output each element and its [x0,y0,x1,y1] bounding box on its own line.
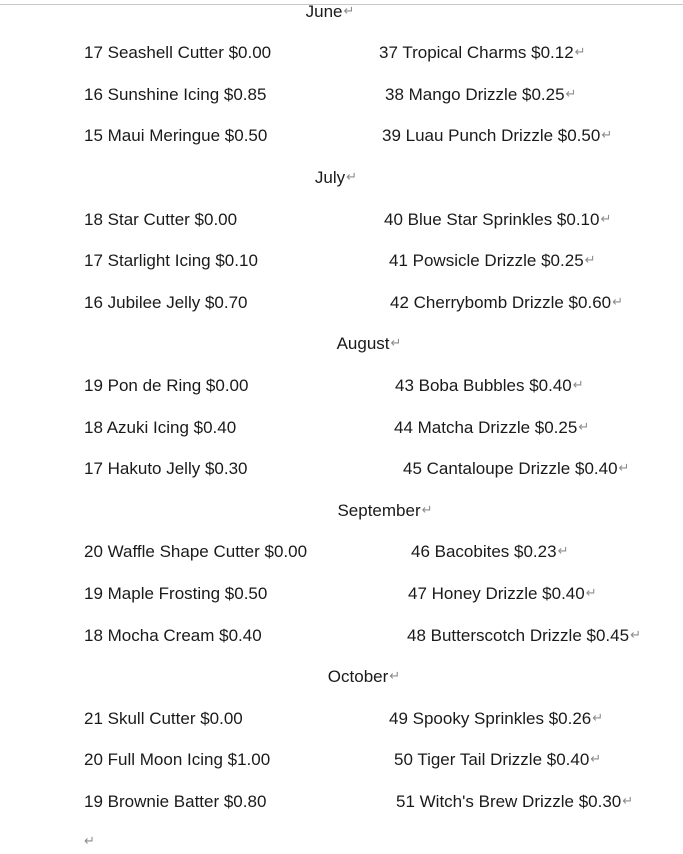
paragraph-mark-icon: ↵ [600,211,612,226]
paragraph-mark-icon: ↵ [390,335,402,350]
paragraph-mark-icon: ↵ [622,793,634,808]
empty-paragraph[interactable] [83,832,95,853]
right-item[interactable]: 41 Powsicle Drizzle $0.25↵ [389,251,596,270]
right-item[interactable]: 51 Witch's Brew Drizzle $0.30↵ [396,792,634,811]
paragraph-mark-icon: ↵ [574,44,586,59]
left-item[interactable]: 18 Mocha Cream $0.40 [84,626,262,645]
paragraph-mark-icon: ↵ [572,377,584,392]
paragraph-mark-icon: ↵ [343,3,355,18]
left-item[interactable]: 20 Waffle Shape Cutter $0.00 [84,542,308,561]
paragraph-mark-icon: ↵ [389,668,401,683]
paragraph-mark-icon: ↵ [565,86,577,101]
right-item[interactable]: 44 Matcha Drizzle $0.25↵ [394,418,590,437]
right-item[interactable]: 37 Tropical Charms $0.12↵ [379,43,586,62]
right-item[interactable]: 43 Boba Bubbles $0.40↵ [395,376,584,395]
right-item[interactable]: 38 Mango Drizzle $0.25↵ [385,85,577,104]
left-item[interactable]: 21 Skull Cutter $0.00 [84,709,243,728]
month-heading[interactable]: September↵ [337,501,433,520]
left-item[interactable]: 20 Full Moon Icing $1.00 [84,750,271,769]
month-heading[interactable]: October↵ [327,667,401,686]
paragraph-mark-icon: ↵ [584,252,596,267]
left-item[interactable]: 17 Hakuto Jelly $0.30 [84,459,248,478]
left-item[interactable]: 18 Star Cutter $0.00 [84,210,238,229]
paragraph-mark-icon: ↵ [346,169,358,184]
paragraph-mark-icon: ↵ [590,751,602,766]
paragraph-mark-icon: ↵ [592,710,604,725]
left-item[interactable]: 18 Azuki Icing $0.40 [84,418,237,437]
right-item[interactable]: 40 Blue Star Sprinkles $0.10↵ [384,210,612,229]
right-item[interactable]: 42 Cherrybomb Drizzle $0.60↵ [390,293,624,312]
left-item[interactable]: 16 Sunshine Icing $0.85 [84,85,267,104]
left-item[interactable]: 15 Maui Meringue $0.50 [84,126,268,145]
paragraph-mark-icon: ↵ [585,585,597,600]
right-item[interactable]: 49 Spooky Sprinkles $0.26↵ [389,709,604,728]
right-item[interactable]: 39 Luau Punch Drizzle $0.50↵ [382,126,613,145]
paragraph-mark-icon: ↵ [84,833,95,848]
paragraph-mark-icon: ↵ [601,127,613,142]
right-item[interactable]: 50 Tiger Tail Drizzle $0.40↵ [394,750,602,769]
left-item[interactable]: 19 Maple Frosting $0.50 [84,584,268,603]
paragraph-mark-icon: ↵ [421,502,433,517]
paragraph-mark-icon: ↵ [557,543,569,558]
right-item[interactable]: 46 Bacobites $0.23↵ [411,542,569,561]
month-heading[interactable]: July↵ [314,168,358,187]
paragraph-mark-icon: ↵ [612,294,624,309]
left-item[interactable]: 17 Seashell Cutter $0.00 [84,43,272,62]
paragraph-mark-icon: ↵ [630,627,641,642]
month-heading[interactable]: June↵ [305,2,355,21]
left-item[interactable]: 17 Starlight Icing $0.10 [84,251,258,270]
right-item[interactable]: 47 Honey Drizzle $0.40↵ [408,584,597,603]
paragraph-mark-icon: ↵ [578,419,590,434]
left-item[interactable]: 16 Jubilee Jelly $0.70 [84,293,248,312]
right-item[interactable]: 48 Butterscotch Drizzle $0.45↵ [407,626,641,645]
paragraph-mark-icon: ↵ [618,460,630,475]
right-item[interactable]: 45 Cantaloupe Drizzle $0.40↵ [403,459,630,478]
left-item[interactable]: 19 Pon de Ring $0.00 [84,376,249,395]
month-heading[interactable]: August↵ [336,334,402,353]
left-item[interactable]: 19 Brownie Batter $0.80 [84,792,267,811]
